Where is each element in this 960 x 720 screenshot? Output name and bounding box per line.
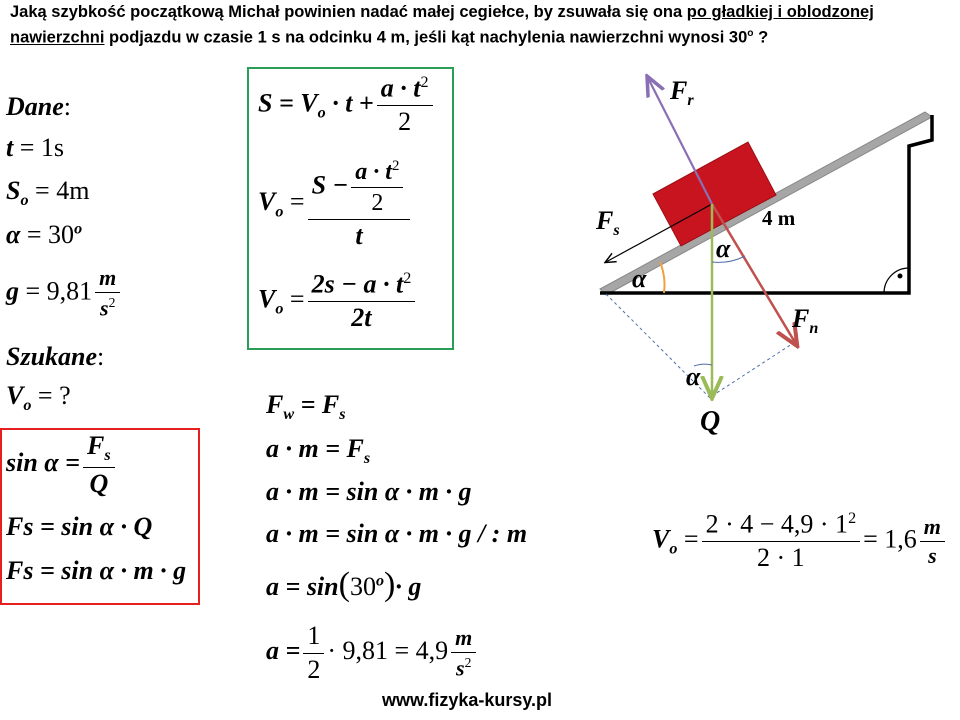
sine-relation: sin α = $\frac{F_s}{Q}$ (6, 432, 118, 499)
fs-from-q: Fs = sin α · Q (6, 512, 153, 541)
given-heading: Dane: (6, 92, 72, 121)
velocity-formula-2: $V_o$ = $\frac{2s - a \cdot t^2}{2t}$ (258, 270, 418, 333)
derivation-line-5: $a = \sin(30^o)\cdot g$ (266, 566, 422, 603)
derivation-line-4: a · m = sin α · m · g / : m (266, 519, 528, 548)
problem-statement: Jaką szybkość początkową Michał powinien nadać małej cegiełce, by zsuwała się ona po gładkiej i oblodzonej nawierzchni podjazdu w czasie 1 s na odcinku 4 m, jeśli kąt nachylenia nawierzchni wynosi 30$^o$ ? (10, 3, 874, 47)
derivation-line-2: $a \cdot m = F_s$ (266, 434, 371, 468)
derivation-line-6: a = $\frac{1}{2}$ · 9,81 = 4,9 $\frac{m}{s^2}$ (266, 622, 479, 684)
angle-arc-base (660, 262, 664, 293)
derivation-line-1: $F_w = F_s$ (266, 390, 346, 424)
dashed-component (712, 344, 792, 396)
label-q: Q (700, 406, 721, 437)
label-fs: $F_s$ (596, 206, 620, 240)
right-angle-dot (898, 274, 903, 279)
derivation-line-3: a · m = sin α · m · g (266, 477, 472, 506)
right-angle-arc (884, 268, 909, 293)
sought-velocity: $V_o$ = ? (6, 381, 71, 415)
label-fr: $F_r$ (670, 76, 694, 110)
given-gravity: g = 9,81 $\frac{m}{s^2}$ (6, 266, 123, 321)
final-result: $V_o$ = $\frac{2 \cdot 4 - 4,9 \cdot 1^2}{2 \cdot 1}$ = 1,6 $\frac{m}{s}$ (652, 510, 948, 573)
incline-surface (600, 112, 932, 295)
distance-formula: $S = V_o \cdot t$ + $\frac{a \cdot t^2}{2}$ (258, 74, 436, 137)
website-footer: www.fizyka-kursy.pl (382, 690, 553, 710)
given-time: t = 1s (6, 133, 65, 162)
label-distance: 4 m (762, 206, 796, 230)
given-angle: $\alpha = 30^o$ (6, 220, 83, 249)
label-fn: $F_n$ (792, 304, 819, 338)
label-alpha-base: α (632, 264, 647, 293)
velocity-formula-1: $V_o$ = S − $\frac{a \cdot t^2}{2}$ t (258, 158, 413, 250)
given-distance: $S_o = 4m$ (6, 176, 90, 210)
fs-from-mg: Fs = sin α · m · g (6, 556, 187, 585)
emphasis-underlined: po gładkiej i oblodzonej nawierzchni (10, 3, 874, 47)
sought-heading: Szukane: (6, 342, 105, 371)
label-alpha-block: α (716, 234, 731, 263)
label-alpha-bottom: α (686, 362, 701, 391)
